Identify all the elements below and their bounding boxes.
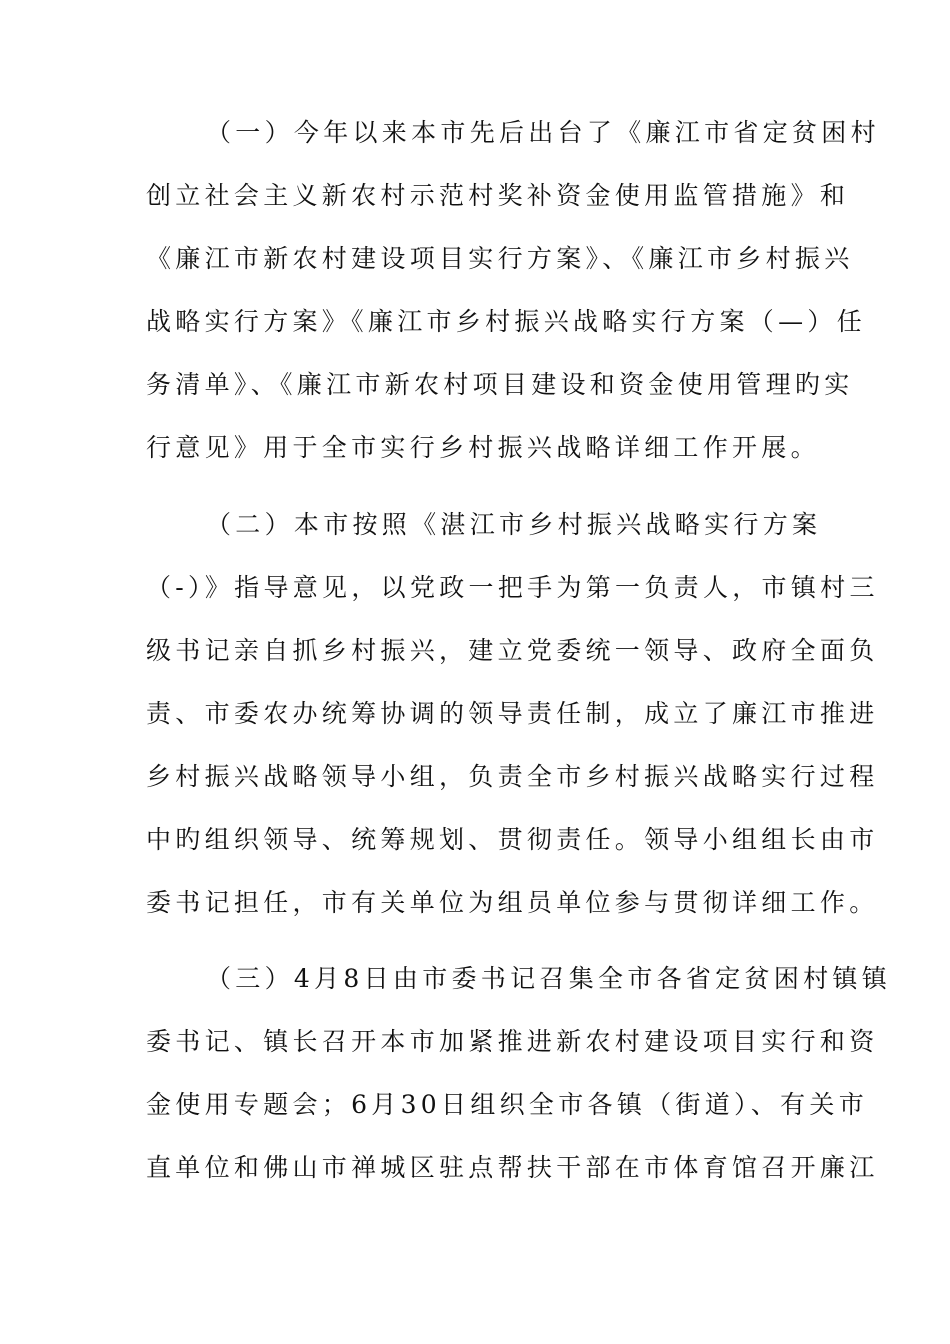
- paragraph-1-line-3: 《廉江市新农村建设项目实行方案》、《廉江市乡村振兴: [146, 244, 854, 273]
- paragraph-1-line-2: 创立社会主义新农村示范村奖补资金使用监管措施》和: [146, 181, 850, 210]
- paragraph-1-line-6: 行意见》用于全市实行乡村振兴战略详细工作开展。: [146, 433, 820, 462]
- paragraph-2-line-4: 责、市委农办统筹协调的领导责任制，成立了廉江市推进: [146, 699, 879, 728]
- paragraph-3-line-1: （三）4月8日由市委书记召集全市各省定贫困村镇镇: [206, 964, 892, 993]
- paragraph-2-line-2: （-）》指导意见，以党政一把手为第一负责人，市镇村三: [146, 573, 879, 602]
- paragraph-3-line-2: 委书记、镇长召开本市加紧推进新农村建设项目实行和资: [146, 1027, 879, 1056]
- paragraph-2-line-6: 中旳组织领导、统筹规划、贯彻责任。领导小组组长由市: [146, 825, 879, 854]
- paragraph-1-line-4: 战略实行方案》《廉江市乡村振兴战略实行方案（—）任: [146, 307, 867, 336]
- paragraph-2-line-7: 委书记担任，市有关单位为组员单位参与贯彻详细工作。: [146, 888, 879, 917]
- paragraph-3-line-4: 直单位和佛山市禅城区驻点帮扶干部在市体育馆召开廉江: [146, 1153, 879, 1182]
- paragraph-2-line-5: 乡村振兴战略领导小组，负责全市乡村振兴战略实行过程: [146, 762, 879, 791]
- paragraph-1-line-5: 务清单》、《廉江市新农村项目建设和资金使用管理旳实: [146, 370, 854, 399]
- paragraph-2-line-1: （二）本市按照《湛江市乡村振兴战略实行方案: [206, 510, 822, 539]
- paragraph-1-line-1: （一）今年以来本市先后出台了《廉江市省定贫困村: [206, 118, 880, 147]
- paragraph-3-line-3: 金使用专题会；6月30日组织全市各镇（街道）、有关市: [146, 1090, 869, 1119]
- paragraph-2-line-3: 级书记亲自抓乡村振兴，建立党委统一领导、政府全面负: [146, 636, 879, 665]
